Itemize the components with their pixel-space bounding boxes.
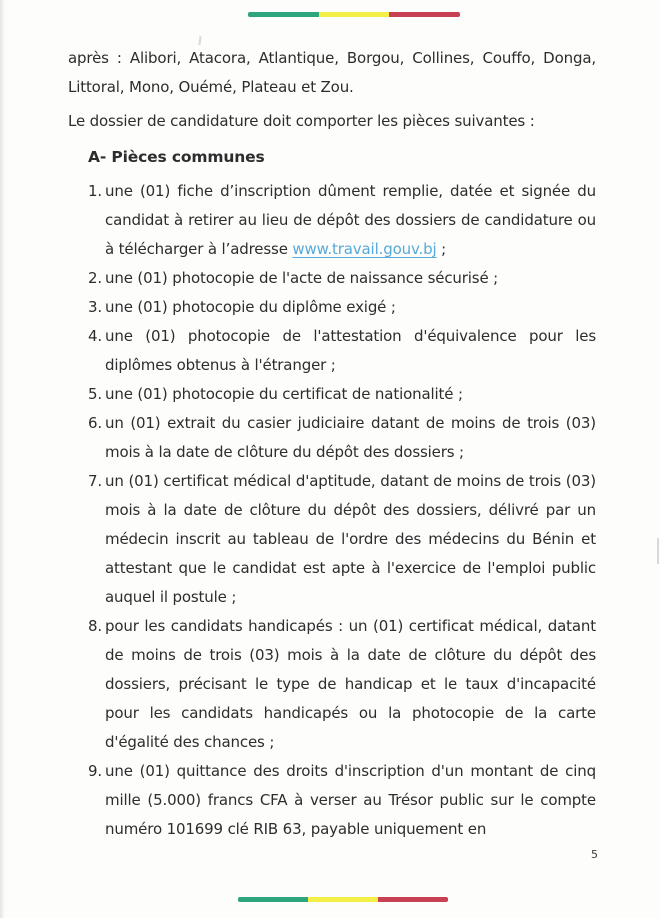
- flag-red-segment: [389, 12, 460, 17]
- list-item-number: 2.: [88, 269, 103, 287]
- list-item-number: 4.: [88, 327, 103, 345]
- list-item-text: une (01) fiche d’inscription dûment remplie, datée et signée du candidat à retirer au lieu de dépôt des dossiers de candidature ou à télécharger à l’adresse: [105, 182, 596, 258]
- list-item-number: 5.: [88, 385, 103, 403]
- common-documents-list: [88, 177, 596, 844]
- list-item-text: un (01) certificat médical d'aptitude, datant de moins de trois (03) mois à la date de clôture du dépôt des dossiers, délivré par un médecin inscrit au tableau de l'ordre des médecins du Bénin et attestant que le candidat est apte à l'exercice de l'emploi public auquel il postule ;: [105, 472, 596, 606]
- list-item-number: 6.: [88, 414, 103, 432]
- flag-green-segment: [248, 12, 319, 17]
- list-item-6: [88, 409, 596, 467]
- list-item-8: [88, 612, 596, 757]
- list-item-5: [88, 380, 596, 409]
- list-item-1: [88, 177, 596, 264]
- document-body: [68, 44, 596, 844]
- list-item-text: une (01) photocopie du diplôme exigé ;: [105, 298, 396, 316]
- list-item-7: [88, 467, 596, 612]
- list-item-number: 3.: [88, 298, 103, 316]
- list-item-text: une (01) photocopie du certificat de nationalité ;: [105, 385, 463, 403]
- list-item-number: 1.: [88, 182, 103, 200]
- flag-green-segment: [238, 897, 308, 902]
- list-item-text: un (01) extrait du casier judiciaire datant de moins de trois (03) mois à la date de clôture du dépôt des dossiers ;: [105, 414, 596, 461]
- benin-flag-bar-top: [248, 12, 460, 17]
- intro-paragraph: après : Alibori, Atacora, Atlantique, Borgou, Collines, Couffo, Donga, Littoral, Mono, Ouémé, Plateau et Zou.: [68, 49, 596, 96]
- list-item-number: 9.: [88, 762, 103, 780]
- scan-artifact-right-edge: [657, 538, 659, 564]
- flag-red-segment: [378, 897, 448, 902]
- list-item-2: [88, 264, 596, 293]
- travail-gouv-link[interactable]: www.travail.gouv.bj: [292, 240, 437, 258]
- scan-artifact-left-edge: [0, 0, 5, 918]
- list-item-text: une (01) photocopie de l'attestation d'équivalence pour les diplômes obtenus à l'étranger ;: [105, 327, 596, 374]
- benin-flag-bar-bottom: [238, 897, 448, 902]
- list-item-number: 8.: [88, 617, 103, 635]
- section-heading: A- Pièces communes: [88, 148, 265, 166]
- list-item-text: une (01) quittance des droits d'inscription d'un montant de cinq mille (5.000) francs CFA à verser au Trésor public sur le compte numéro 101699 clé RIB 63, payable uniquement en: [105, 762, 596, 838]
- page-number: 5: [591, 848, 598, 861]
- list-item-text: une (01) photocopie de l'acte de naissance sécurisé ;: [105, 269, 499, 287]
- list-item-number: 7.: [88, 472, 103, 490]
- list-item-3: [88, 293, 596, 322]
- flag-yellow-segment: [319, 12, 390, 17]
- list-item-text: pour les candidats handicapés : un (01) certificat médical, datant de moins de trois (03) mois à la date de clôture du dépôt des dossiers, précisant le type de handicap et le taux d'incapacité pour les candidats handicapés ou la photocopie de la carte d'égalité des chances ;: [105, 617, 596, 751]
- list-item-9: [88, 757, 596, 844]
- list-item-4: [88, 322, 596, 380]
- list-item-text-suffix: ;: [436, 240, 447, 258]
- flag-yellow-segment: [308, 897, 378, 902]
- lead-paragraph: Le dossier de candidature doit comporter les pièces suivantes :: [68, 112, 535, 130]
